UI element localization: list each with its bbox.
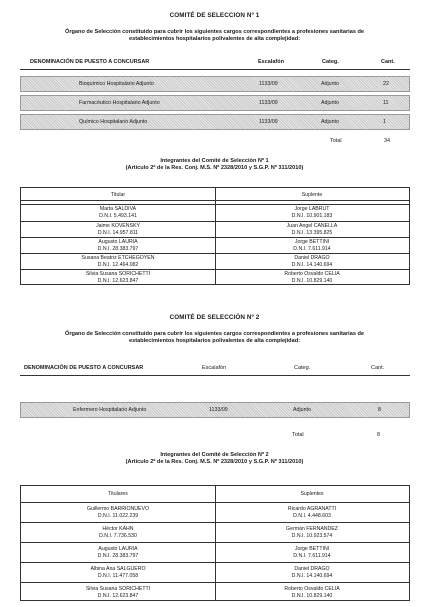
titular-cell	[21, 546, 215, 559]
table-row	[21, 542, 409, 562]
s1-total-value: 34	[384, 138, 391, 144]
member-dni: D.N.I. 14.140.694	[291, 572, 333, 579]
member-dni: D.N.I. 11.477.058	[97, 572, 139, 579]
section2-intro-line2: establecimientos hospitalarios polivalentes de alta complejidad:	[129, 338, 300, 345]
member-dni: D.N.I. 5.493.141	[99, 212, 137, 219]
escalafon-cell: 1133/09	[209, 407, 228, 413]
member-dni: D.N.I. 14.957.811	[97, 229, 139, 236]
titular-cell	[21, 255, 215, 268]
cant-cell: 1	[383, 119, 386, 125]
section2-intro	[10, 331, 419, 345]
member-name: Augusto LAURIA	[98, 239, 138, 245]
member-name: Susana Beatriz ETCHEGOYEN	[81, 255, 155, 261]
titular-cell	[21, 586, 215, 599]
member-dni: D.N.I. 12.623.847	[97, 592, 139, 599]
table-row	[20, 95, 410, 111]
s2-header-cant: Cant.	[371, 365, 385, 371]
titular-cell	[21, 239, 215, 252]
s2-header-rule	[20, 375, 410, 376]
member-dni: D.N.I. 12.464.082	[97, 261, 139, 268]
member-name: Daniel DRAGO	[294, 255, 330, 261]
titular-cell	[21, 506, 215, 519]
member-dni: D.N.I. 28.383.797	[97, 245, 139, 252]
escalafon-cell: 1133/09	[259, 81, 278, 87]
s2-header-escalafon: Escalafón	[202, 365, 227, 371]
section1-intro-line1: Órgano de Selección constituido para cubrir los siguientes cargos correspondientes a profesiones sanitarias de	[64, 29, 365, 35]
member-name: Roberto Osvaldo CELIA	[284, 586, 340, 592]
suplente-cell	[215, 239, 409, 252]
s2-header-position: DENOMINACIÓN DE PUESTO A CONCURSAR	[24, 365, 144, 371]
suplente-cell	[215, 223, 409, 236]
suplente-cell	[215, 206, 409, 219]
member-name: Ricardo AGRANATTI	[287, 506, 337, 512]
s2-members-heading	[0, 452, 429, 466]
section2-intro-line1: Órgano de Selección constituido para cubrir los siguientes cargos correspondientes a profesiones sanitarias de	[64, 331, 365, 337]
s1-header-categ: Categ.	[322, 59, 339, 65]
suplente-cell	[215, 271, 409, 284]
suplente-cell	[215, 566, 409, 579]
member-name: Daniel DRAGO	[294, 566, 330, 572]
table-row	[21, 237, 409, 253]
categ-cell: Adjunto	[321, 119, 339, 125]
s1-total-label: Total	[330, 138, 342, 144]
table-row	[21, 204, 409, 221]
member-name: Jorge BETTINI	[294, 239, 330, 245]
suplente-cell	[215, 506, 409, 519]
escalafon-cell: 1133/09	[259, 100, 278, 106]
titular-cell	[21, 223, 215, 236]
s1-header-rule	[20, 69, 410, 70]
s2-header-categ: Categ.	[294, 365, 311, 371]
categ-cell: Adjunto	[321, 100, 339, 106]
header-titulares: Titulares	[108, 491, 128, 497]
member-dni: D.N.I. 14.140.694	[291, 261, 333, 268]
cant-cell: 22	[383, 81, 389, 87]
member-name: Silvia Susana SORICHETTI	[85, 586, 151, 592]
s2-members-title: Integrantes del Comité de Selección Nº 2	[160, 452, 269, 458]
s1-members-title: Integrantes del Comité de Selección Nº 1	[160, 158, 269, 164]
member-dni: D.N.I. 10.901.183	[291, 212, 333, 219]
table-row	[21, 502, 409, 522]
section2-title: COMITÉ DE SELECCIÓN Nº 2	[169, 314, 260, 321]
s1-header-escalafon: Escalafón	[258, 59, 284, 65]
titular-cell	[21, 526, 215, 539]
member-dni: D.N.I. 28.383.797	[97, 552, 139, 559]
member-name: Juan Angel CANELLA	[286, 223, 338, 229]
s1-members-heading	[0, 158, 429, 172]
member-dni: D.N.I. 7.611.914	[293, 552, 331, 559]
cant-cell: 8	[378, 407, 381, 413]
titular-cell	[21, 271, 215, 284]
s2-total-value: 8	[377, 432, 381, 438]
member-dni: D.N.I. 10.923.574	[291, 532, 333, 539]
suplente-cell	[215, 546, 409, 559]
escalafon-cell: 1133/09	[259, 119, 278, 125]
member-dni: D.N.I. 12.623.847	[97, 277, 139, 284]
cant-cell: 11	[383, 100, 389, 106]
s1-header-cant: Cant.	[381, 59, 395, 65]
member-dni: D.N.I. 13.395.825	[291, 229, 333, 236]
table-row	[21, 253, 409, 269]
s1-header-position: DENOMINACIÓN DE PUESTO A CONCURSAR	[30, 59, 150, 65]
member-name: Héctor KAHN	[102, 526, 134, 532]
member-name: Jorge LABRUT	[294, 206, 330, 212]
table-row	[21, 269, 409, 285]
position-cell: Farmacéutico Hospitalario Adjunto	[79, 100, 160, 106]
s1-members-table	[20, 187, 410, 285]
member-dni: D.N.I. 11.022.239	[97, 512, 139, 519]
table-row	[21, 522, 409, 542]
s2-members-subtitle: (Artículo 2º de la Res. Conj. M.S. Nº 2328/2010 y S.G.P. Nº 311/2010)	[125, 459, 304, 465]
table-row	[21, 582, 409, 602]
titular-cell	[21, 566, 215, 579]
member-name: Guillermo BARRIONUEVO	[87, 506, 149, 512]
table-row	[20, 76, 410, 92]
table-row	[21, 562, 409, 582]
member-name: Germán FERNANDEZ	[286, 526, 338, 532]
categ-cell: Adjunto	[293, 407, 311, 413]
member-dni: D.N.I. 4.448.603	[293, 512, 331, 519]
table-row	[20, 402, 410, 418]
member-dni: D.N.I. 10.829.140	[291, 592, 333, 599]
s1-members-subtitle: (Artículo 2º de la Res. Conj. M.S. Nº 2328/2010 y S.G.P. Nº 311/2010)	[125, 165, 304, 171]
position-cell: Enfermero Hospitalario Adjunto	[73, 407, 147, 413]
header-suplente: Suplente	[301, 192, 323, 198]
member-name: Jaime KOVENSKY	[96, 223, 140, 229]
header-rule	[21, 200, 409, 201]
suplente-cell	[215, 255, 409, 268]
member-name: Silvia Susana SORICHETTI	[85, 271, 151, 277]
member-name: Marta SALDIVA	[99, 206, 137, 212]
position-cell: Químico Hospitalario Adjunto	[79, 119, 148, 125]
categ-cell: Adjunto	[321, 81, 339, 87]
member-dni: D.N.I. 7.611.914	[293, 245, 331, 252]
s2-members-table	[20, 485, 410, 601]
suplente-cell	[215, 586, 409, 599]
member-name: Roberto Osvaldo CELIA	[284, 271, 340, 277]
s2-total-label: Total	[292, 432, 304, 438]
member-name: Jorge BETTINI	[294, 546, 330, 552]
table-row	[20, 114, 410, 130]
section1-title: COMITÉ DE SELECCION Nº 1	[169, 12, 260, 19]
position-cell: Bioquímico Hospitalario Adjunto	[79, 81, 154, 87]
member-dni: D.N.I. 7.736.530	[99, 532, 137, 539]
member-name: Augusto LAURIA	[98, 546, 138, 552]
suplente-cell	[215, 526, 409, 539]
header-suplentes: Suplentes	[300, 491, 324, 497]
header-titular: Titular	[110, 192, 126, 198]
member-dni: D.N.I. 10.829.140	[291, 277, 333, 284]
section1-intro-line2: establecimientos hospitalarios polivalentes de alta complejidad:	[129, 36, 300, 43]
section1-intro	[10, 29, 419, 43]
titular-cell	[21, 206, 215, 219]
member-name: Albina Ana SALGUERO	[90, 566, 146, 572]
table-row	[21, 221, 409, 237]
